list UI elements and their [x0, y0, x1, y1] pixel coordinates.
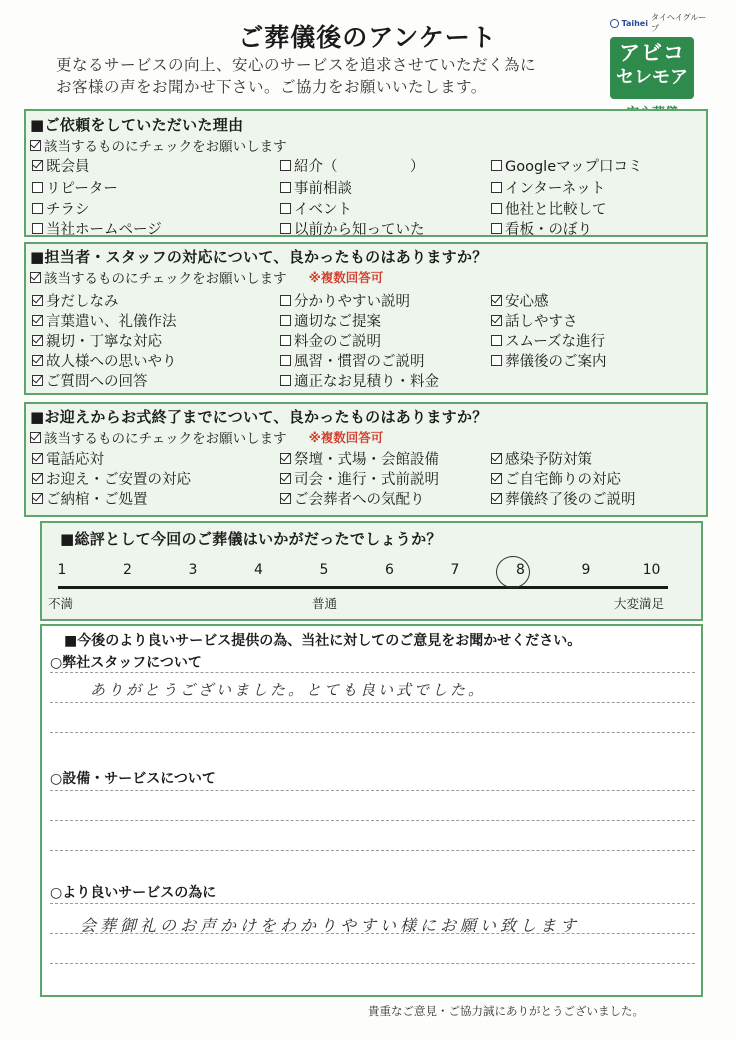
option-label: イベント [294, 202, 352, 218]
option-label: 司会・進行・式前説明 [294, 472, 439, 488]
comment-title: ■今後のより良いサービス提供の為、当社に対してのご意見をお聞かせください。 [64, 633, 582, 649]
dashed-line [50, 790, 695, 791]
dashed-line [50, 672, 695, 673]
rating-scale [46, 562, 676, 622]
rating-number[interactable]: 3 [188, 562, 198, 578]
checkbox-icon[interactable] [32, 473, 43, 484]
option-item[interactable] [280, 218, 425, 239]
option-item[interactable] [491, 155, 643, 176]
checkbox-icon[interactable] [491, 203, 502, 214]
option-label: 感染予防対策 [505, 452, 592, 468]
option-item[interactable] [32, 310, 177, 331]
section-ceremony [24, 402, 708, 517]
section-overall-title: ■総評として今回のご葬儀はいかがだったでしょうか？ [60, 530, 442, 548]
option-label: 事前相談 [294, 181, 352, 197]
dashed-line [50, 820, 695, 821]
checkbox-icon[interactable] [280, 375, 291, 386]
checkbox-icon[interactable] [491, 453, 502, 464]
intro-text [56, 54, 536, 98]
rating-selection-circle [496, 556, 530, 588]
option-item[interactable] [491, 330, 605, 351]
dashed-line [50, 850, 695, 851]
facility-heading: ○設備・サービスについて [50, 771, 216, 787]
checkbox-icon[interactable] [491, 493, 502, 504]
intro-line-2: お客様の声をお聞かせ下さい。ご協力をお願いいたします。 [56, 78, 487, 96]
option-label: 他社と比較して [505, 202, 607, 218]
dashed-line [50, 732, 695, 733]
checkbox-icon[interactable] [280, 335, 291, 346]
option-label: ご質問への回答 [46, 374, 148, 390]
rating-number[interactable]: 2 [123, 562, 132, 578]
option-item[interactable] [491, 448, 592, 469]
option-item[interactable] [491, 350, 607, 371]
option-item[interactable] [491, 198, 607, 219]
option-label: 葬儀後のご案内 [505, 354, 607, 370]
option-item[interactable] [32, 290, 119, 311]
staff-heading: ○弊社スタッフについて [50, 655, 202, 671]
section-ceremony-title: ■お迎えからお式終了までについて、良かったものはありますか？ [30, 408, 488, 426]
section-reason-subtitle: 該当するものにチェックをお願いします [30, 135, 287, 155]
option-item[interactable] [491, 468, 621, 489]
checkbox-icon[interactable] [280, 295, 291, 306]
option-label: 適切なご提案 [294, 314, 381, 330]
option-label: 風習・慣習のご説明 [294, 354, 425, 370]
option-label: 安心感 [505, 294, 549, 310]
dashed-line [50, 903, 695, 904]
option-label: チラシ [46, 202, 90, 218]
comment-box [40, 624, 703, 997]
checkbox-icon[interactable] [280, 203, 291, 214]
checkbox-icon[interactable] [280, 315, 291, 326]
checkbox-icon [30, 140, 41, 151]
checkbox-icon[interactable] [32, 223, 43, 234]
section-staff-subtitle: 該当するものにチェックをお願いします ※複数回答可 [30, 267, 383, 287]
rating-number[interactable]: 1 [57, 562, 67, 578]
option-item[interactable] [32, 448, 104, 469]
taihei-mark-icon [610, 19, 619, 28]
section-reason-title: ■ご依頼をしていただいた理由 [30, 116, 244, 134]
option-label: 祭壇・式場・会館設備 [294, 452, 439, 468]
option-item[interactable] [32, 488, 148, 509]
checkbox-icon[interactable] [280, 453, 291, 464]
checkbox-icon[interactable] [280, 182, 291, 193]
checkbox-icon[interactable] [32, 375, 43, 386]
option-item[interactable] [280, 448, 439, 469]
option-label: ご自宅飾りの対応 [505, 472, 621, 488]
option-label: 当社ホームページ [46, 222, 162, 238]
option-label: 電話応対 [46, 452, 104, 468]
option-label: ご会葬者への気配り [294, 492, 425, 508]
checkbox-icon[interactable] [491, 295, 502, 306]
section-ceremony-subtitle: 該当するものにチェックをお願いします ※複数回答可 [30, 427, 383, 447]
checkbox-icon[interactable] [280, 355, 291, 366]
option-label: Googleマップ口コミ [505, 159, 643, 175]
company-logo [610, 12, 710, 121]
option-item[interactable] [280, 488, 425, 509]
checkbox-icon[interactable] [32, 182, 43, 193]
option-label: 言葉遣い、礼儀作法 [46, 314, 177, 330]
option-item[interactable] [491, 488, 636, 509]
rating-number[interactable]: 5 [319, 562, 329, 578]
multi-answer-note: ※複数回答可 [308, 270, 384, 285]
option-label: 故人様への思いやり [46, 354, 177, 370]
option-label: 適正なお見積り・料金 [294, 374, 439, 390]
option-item[interactable] [280, 370, 439, 391]
rating-high-label: 大変満足 [614, 596, 665, 611]
option-label: 葬儀終了後のご説明 [505, 492, 636, 508]
multi-answer-note: ※複数回答可 [308, 430, 384, 445]
checkbox-icon[interactable] [32, 335, 43, 346]
checkbox-icon[interactable] [280, 223, 291, 234]
logo-line-1: アビコ [619, 41, 685, 65]
option-label: ご納棺・ご処置 [46, 492, 148, 508]
option-label: 料金のご説明 [294, 334, 381, 350]
option-label: 紹介（ ） [294, 159, 425, 175]
rating-number[interactable]: 7 [450, 562, 460, 578]
option-label: 看板・のぼり [505, 222, 592, 238]
option-item[interactable] [32, 350, 177, 371]
checkbox-icon[interactable] [280, 493, 291, 504]
option-item[interactable] [280, 155, 425, 176]
better-heading: ○より良いサービスの為に [50, 885, 217, 901]
checkbox-icon[interactable] [491, 355, 502, 366]
option-label: 以前から知っていた [294, 222, 425, 238]
option-item[interactable] [491, 290, 549, 311]
page-title: ご葬儀後のアンケート [238, 23, 497, 52]
option-item[interactable] [280, 330, 381, 351]
checkbox-icon[interactable] [32, 203, 43, 214]
checkbox-icon[interactable] [491, 160, 502, 171]
checkbox-icon[interactable] [32, 160, 43, 171]
intro-line-1: 更なるサービスの向上、安心のサービスを追求させていただく為に [56, 56, 537, 74]
option-item[interactable] [32, 330, 162, 351]
option-item[interactable] [32, 370, 148, 391]
group-suffix: タイヘイグループ [650, 13, 707, 33]
option-item[interactable] [280, 198, 352, 219]
option-item[interactable] [32, 198, 90, 219]
checkbox-icon[interactable] [491, 473, 502, 484]
section-staff [24, 242, 708, 395]
rating-line [58, 586, 668, 589]
rating-number[interactable]: 8 [516, 562, 525, 578]
option-item[interactable] [280, 177, 352, 198]
checkbox-icon[interactable] [32, 453, 43, 464]
checkbox-icon[interactable] [32, 355, 43, 366]
option-item[interactable] [280, 350, 425, 371]
option-label: お迎え・ご安置の対応 [46, 472, 191, 488]
checkbox-icon[interactable] [491, 315, 502, 326]
section-staff-title: ■担当者・スタッフの対応について、良かったものはありますか？ [30, 248, 488, 266]
section-reason [24, 109, 708, 237]
option-item[interactable] [491, 310, 578, 331]
checkbox-icon[interactable] [280, 160, 291, 171]
option-label: スムーズな進行 [505, 334, 606, 350]
dashed-line [50, 702, 695, 703]
option-label: 身だしなみ [46, 294, 119, 310]
better-answer[interactable]: 会葬御礼のお声かけをわかりやすい様にお願い致します [80, 916, 581, 935]
option-label: 分かりやすい説明 [294, 294, 410, 310]
option-item[interactable] [32, 177, 118, 198]
option-label: 既会員 [46, 159, 90, 175]
footer-thanks: 貴重なご意見・ご協力誠にありがとうございました。 [368, 1004, 644, 1018]
rating-number[interactable]: 9 [581, 562, 591, 578]
dashed-line [50, 933, 695, 934]
checkbox-icon[interactable] [280, 473, 291, 484]
option-item[interactable] [280, 310, 381, 331]
logo-box [610, 37, 694, 99]
checkbox-icon [30, 432, 41, 443]
checkbox-icon[interactable] [491, 335, 502, 346]
option-item[interactable] [491, 218, 592, 239]
dashed-line [50, 963, 695, 964]
rating-low-label: 不満 [48, 596, 74, 611]
checkbox-icon[interactable] [491, 182, 502, 193]
checkbox-icon[interactable] [491, 223, 502, 234]
option-item[interactable] [491, 177, 605, 198]
staff-answer[interactable]: ありがとうございました。とても良い式でした。 [90, 681, 487, 699]
rating-mid-label: 普通 [312, 596, 338, 611]
option-label: 親切・丁寧な対応 [46, 334, 162, 350]
rating-number[interactable]: 6 [385, 562, 394, 578]
option-label: 話しやすさ [505, 314, 578, 330]
option-item[interactable] [32, 155, 90, 176]
checkbox-icon [30, 272, 41, 283]
logo-line-2: セレモア [616, 67, 688, 88]
option-label: リピーター [46, 181, 118, 197]
rating-number[interactable]: 10 [642, 562, 661, 578]
checkbox-icon[interactable] [32, 493, 43, 504]
option-item[interactable] [32, 468, 191, 489]
option-item[interactable] [280, 290, 410, 311]
option-label: インターネット [505, 181, 606, 197]
checkbox-icon[interactable] [32, 295, 43, 306]
group-mark [610, 12, 710, 34]
option-item[interactable] [280, 468, 439, 489]
group-brand: Taihei [621, 18, 648, 28]
rating-number[interactable]: 4 [254, 562, 263, 578]
checkbox-icon[interactable] [32, 315, 43, 326]
option-item[interactable] [32, 218, 162, 239]
